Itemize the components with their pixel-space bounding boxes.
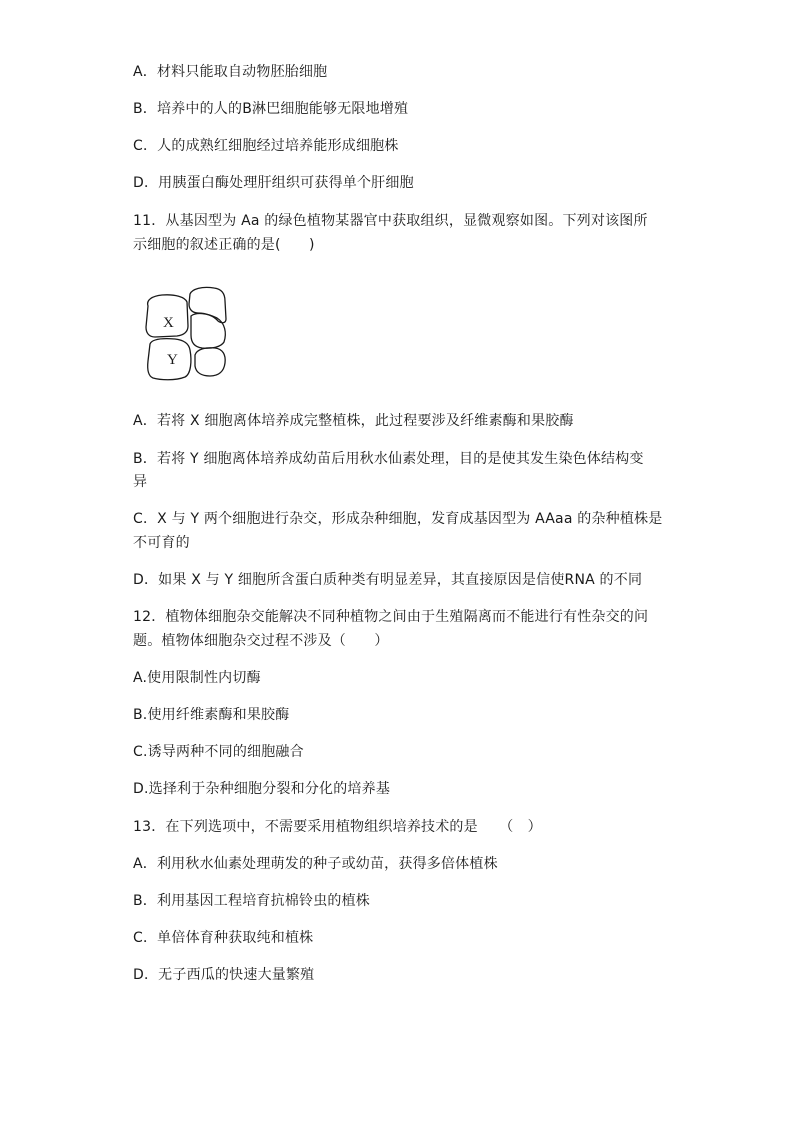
q10-option-b: B．培养中的人的B淋巴细胞能够无限地增殖 [133, 101, 409, 117]
cell-bottom-right-outline [195, 348, 225, 376]
q13-option-d: D．无子西瓜的快速大量繁殖 [133, 967, 315, 983]
q11-option-c-line2: 不可育的 [133, 535, 190, 551]
q10-option-a: A．材料只能取自动物胚胎细胞 [133, 64, 328, 80]
q11-option-d: D．如果 X 与 Y 细胞所含蛋白质种类有明显差异，其直接原因是信使RNA 的不同 [133, 572, 643, 588]
cell-middle-right-outline [191, 314, 225, 349]
q12-stem-line1: 12．植物体细胞杂交能解决不同种植物之间由于生殖隔离而不能进行有性杂交的问 [133, 609, 649, 625]
q11-option-b-line2: 异 [133, 474, 148, 490]
q10-option-c: C．人的成熟红细胞经过培养能形成细胞株 [133, 138, 399, 154]
q10-option-d: D．用胰蛋白酶处理肝组织可获得单个肝细胞 [133, 175, 414, 191]
q11-stem-line2: 示细胞的叙述正确的是( ) [133, 237, 315, 253]
q11-option-b-line1: B．若将 Y 细胞离体培养成幼苗后用秋水仙素处理，目的是使其发生染色体结构变 [133, 451, 644, 467]
q12-option-b: B.使用纤维素酶和果胶酶 [133, 707, 290, 723]
q11-option-a: A．若将 X 细胞离体培养成完整植株，此过程要涉及纤维素酶和果胶酶 [133, 413, 574, 429]
cell-y-label: Y [167, 352, 178, 368]
cell-top-right-outline [189, 287, 226, 322]
q12-option-c: C.诱导两种不同的细胞融合 [133, 744, 304, 760]
q11-stem-line1: 11．从基因型为 Aa 的绿色植物某器官中获取组织，显微观察如图。下列对该图所 [133, 213, 648, 229]
q11-option-c-line1: C．X 与 Y 两个细胞进行杂交，形成杂种细胞，发育成基因型为 AAaa 的杂种植株是 [133, 511, 663, 527]
q12-stem-line2: 题。植物体细胞杂交过程不涉及（ ） [133, 633, 389, 649]
q13-option-b: B．利用基因工程培育抗棉铃虫的植株 [133, 893, 371, 909]
q13-option-a: A．利用秋水仙素处理萌发的种子或幼苗，获得多倍体植株 [133, 856, 498, 872]
cell-diagram [140, 285, 232, 382]
q13-option-c: C．单倍体育种获取纯和植株 [133, 930, 314, 946]
q12-option-d: D.选择利于杂种细胞分裂和分化的培养基 [133, 781, 391, 797]
q12-option-a: A.使用限制性内切酶 [133, 670, 261, 686]
q13-stem: 13．在下列选项中，不需要采用植物组织培养技术的是 （ ） [133, 819, 542, 835]
cell-x-label: X [163, 315, 174, 331]
